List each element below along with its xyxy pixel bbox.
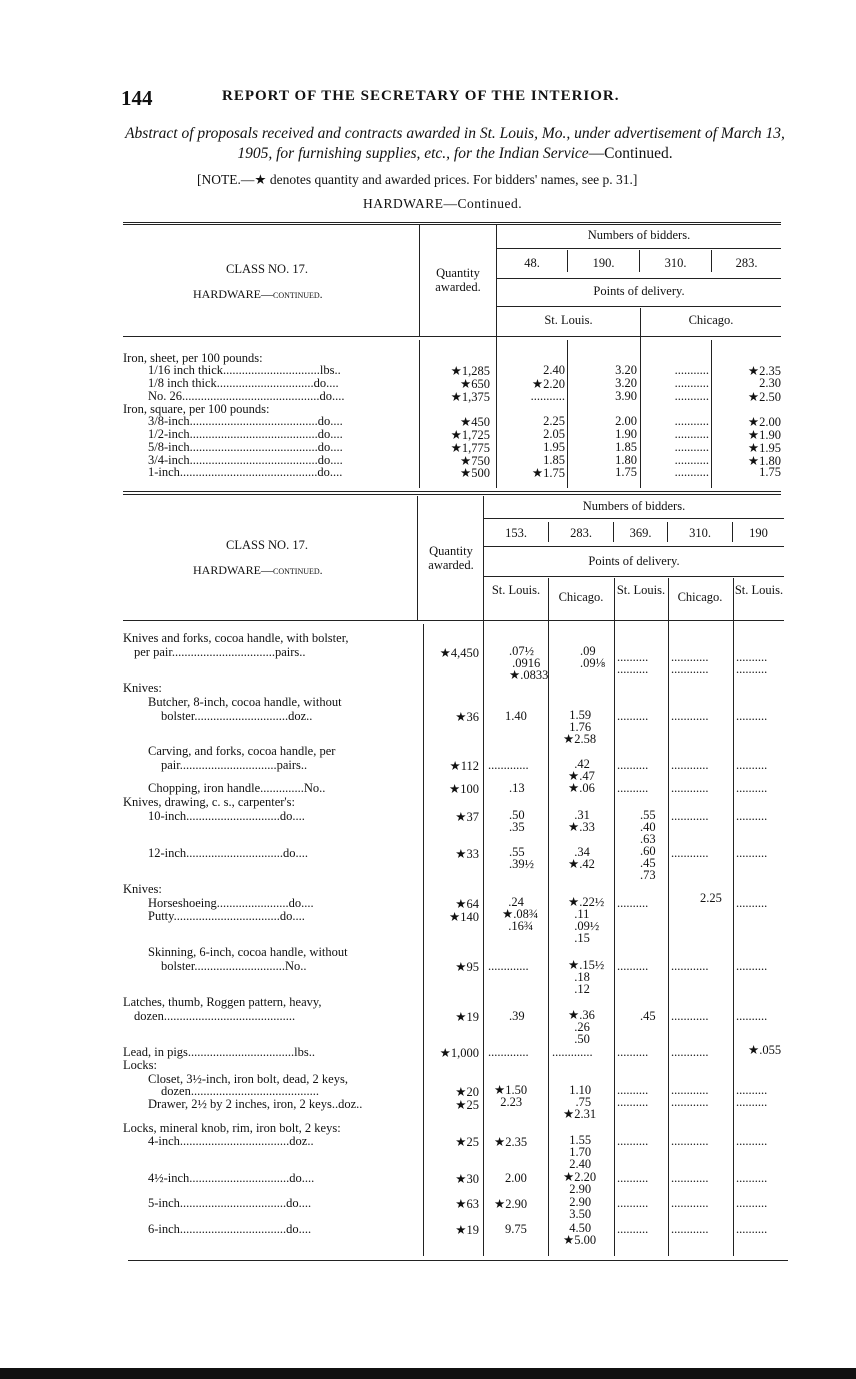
table1-price: 2.25 <box>543 414 565 428</box>
table1-qty: ★650 <box>460 377 490 391</box>
table2-delivery-header: Points of delivery. <box>588 554 680 568</box>
table2-delivery: Chicago. <box>677 590 723 604</box>
dotted-leader: ............ <box>671 1222 709 1236</box>
dotted-leader: .......... <box>617 1134 649 1148</box>
table1-price: 2.00 <box>615 414 637 428</box>
table1-price: 2.40 <box>543 363 565 377</box>
price: 4.50 ★5.00 <box>563 1221 597 1247</box>
price: .09 .09⅛ <box>580 644 605 670</box>
qty: ★36 <box>455 710 479 724</box>
dotted-leader: .......... <box>617 1196 649 1210</box>
table1-price: ........... <box>674 453 709 467</box>
note: [NOTE.—★ denotes quantity and awarded prices. For bidders' names, see p. 31.] <box>197 172 638 187</box>
dotted-leader: .......... <box>617 709 649 723</box>
table1-price: 1.90 <box>615 427 637 441</box>
row-label: 12-inch...............................do.... <box>148 846 309 860</box>
table1-delivery: Chicago. <box>688 313 734 327</box>
dotted-leader: .......... <box>736 896 768 910</box>
qty: ★100 <box>449 782 479 796</box>
row-label: Horseshoeing.......................do.... <box>148 896 314 910</box>
table1-delivery-header: Points of delivery. <box>593 284 685 298</box>
row-label: dozen.......................................... <box>134 1009 296 1023</box>
dotted-leader: ............ <box>671 1009 709 1023</box>
table2-vrule <box>668 578 669 1256</box>
table1-row-label: 1/8 inch thick...............................do.... <box>148 376 339 390</box>
table1-price: ........... <box>674 427 709 441</box>
dotted-leader: ............ <box>671 846 709 860</box>
price: ★2.90 <box>494 1197 528 1211</box>
dotted-leader: .......... <box>736 758 768 772</box>
dotted-leader: .......... <box>736 1134 768 1148</box>
table2-bidder: 190 <box>749 526 768 540</box>
table1-price: ........... <box>674 414 709 428</box>
table1-price: ★2.35 <box>747 364 781 378</box>
table1-price: 3.90 <box>615 389 637 403</box>
price: 2.00 <box>505 1171 527 1185</box>
table1-row-label: 1-inch............................................do.... <box>148 465 343 479</box>
table1-qty: ★1,285 <box>450 364 490 378</box>
table1-price: ★2.50 <box>747 390 781 404</box>
table1-price: ........... <box>674 440 709 454</box>
table1-qty: ★500 <box>460 466 490 480</box>
price: .55 .39½ <box>509 845 534 871</box>
table2-vrule <box>614 578 615 1256</box>
price: 1.10 .75 ★2.31 <box>563 1083 597 1121</box>
row-label: 4-inch...................................doz.. <box>148 1134 314 1148</box>
table1-delivery: St. Louis. <box>544 313 593 327</box>
row-label: bolster..............................doz.. <box>161 709 313 723</box>
qty: ★95 <box>455 960 479 974</box>
row-label: dozen......................................... <box>161 1084 319 1098</box>
qty: ★19 <box>455 1223 479 1237</box>
scan-edge <box>0 1368 856 1379</box>
table1-vrule <box>567 340 568 488</box>
row-label: Closet, 3½-inch, iron bolt, dead, 2 keys, <box>148 1072 348 1086</box>
table1-price: 1.95 <box>543 440 565 454</box>
table1-price: 3.20 <box>615 376 637 390</box>
row-label: Skinning, 6-inch, cocoa handle, without <box>148 945 348 959</box>
table1-price: ........... <box>530 389 565 403</box>
table1-row-label: No. 26............................................do.... <box>148 389 345 403</box>
price: ★.22½ .11 .09½ .15 <box>568 895 605 945</box>
table1-row-label: Iron, sheet, per 100 pounds: <box>123 351 263 365</box>
price: 1.40 <box>505 709 527 723</box>
qty: ★140 <box>449 910 479 924</box>
table1-bottom-rule-2 <box>123 494 781 495</box>
table2-rule <box>484 546 784 547</box>
section-title: HARDWARE—Continued. <box>363 196 523 211</box>
table2-class-sub: HARDWARE—continued. <box>193 563 323 577</box>
dotted-leader: .......... <box>736 1222 768 1236</box>
row-label: Chopping, iron handle..............No.. <box>148 781 326 795</box>
table1-rule <box>497 306 781 307</box>
table1-bidder: 190. <box>592 256 615 270</box>
table1-price: ........... <box>674 363 709 377</box>
table2-vrule <box>733 578 734 1256</box>
table1-qty: ★1,725 <box>450 428 490 442</box>
price: 1.59 1.76 ★2.58 <box>563 708 597 746</box>
table1-header-rule <box>123 336 781 337</box>
table1-vrule <box>640 308 641 488</box>
dotted-leader: ............ <box>671 781 709 795</box>
dotted-leader: ............. <box>488 758 529 772</box>
dotted-leader: .......... <box>617 758 649 772</box>
table1-vrule <box>711 340 712 488</box>
table1-price: 1.85 <box>615 440 637 454</box>
table1-price: 1.75 <box>759 465 781 479</box>
table2-vrule <box>483 496 484 1256</box>
qty: ★37 <box>455 810 479 824</box>
dotted-leader: .......... <box>736 1171 768 1185</box>
table1-price: 2.30 <box>759 376 781 390</box>
table2-quantity-header: Quantity awarded. <box>428 544 474 572</box>
row-label: Knives: <box>123 681 162 695</box>
dotted-leader: .......... <box>617 1171 649 1185</box>
dotted-leader: .......... .......... <box>617 1083 649 1109</box>
price: 2.25 <box>700 891 722 905</box>
dotted-leader: .......... <box>736 781 768 795</box>
table1-top-rule <box>123 222 781 223</box>
price: 9.75 <box>505 1222 527 1236</box>
table1-row-label: 5/8-inch.........................................do.... <box>148 440 343 454</box>
qty: ★1,000 <box>439 1046 479 1060</box>
dotted-leader: .......... .......... <box>736 1083 768 1109</box>
table1-top-rule-2 <box>123 224 781 225</box>
qty: ★30 <box>455 1172 479 1186</box>
price: 2.90 3.50 <box>569 1195 592 1221</box>
row-label: Knives and forks, cocoa handle, with bolster, <box>123 631 349 645</box>
table1-price: ★1.80 <box>747 454 781 468</box>
price: ★.055 <box>748 1043 782 1057</box>
table2-bidder: 153. <box>505 526 527 540</box>
table1-quantity-header: Quantity awarded. <box>435 266 481 294</box>
table2-bidders-header: Numbers of bidders. <box>582 499 686 513</box>
dotted-leader: ............. <box>488 1045 529 1059</box>
table2-delivery: St. Louis. <box>616 583 666 597</box>
table1-price: ........... <box>674 465 709 479</box>
table1-row-label: 3/8-inch.........................................do.... <box>148 414 343 428</box>
table1-class-sub: HARDWARE—continued. <box>193 287 323 301</box>
row-label: pair...............................pairs.. <box>161 758 308 772</box>
row-label: bolster.............................No.. <box>161 959 307 973</box>
row-label: Locks, mineral knob, rim, iron bolt, 2 keys: <box>123 1121 341 1135</box>
qty: ★33 <box>455 847 479 861</box>
price: ★.36 .26 .50 <box>568 1008 595 1046</box>
table1-bottom-rule <box>123 491 781 492</box>
table2-rule <box>484 576 784 577</box>
row-label: Knives, drawing, c. s., carpenter's: <box>123 795 295 809</box>
table2-header-rule <box>123 620 784 621</box>
table1-price: ★2.20 <box>531 377 565 391</box>
price: ★1.50 2.23 <box>494 1083 528 1109</box>
row-label: 4½-inch................................do.... <box>148 1171 315 1185</box>
dotted-leader: .......... <box>617 896 649 910</box>
qty: ★64 <box>455 897 479 911</box>
row-label: 10-inch..............................do.... <box>148 809 305 823</box>
table2-bidder: 310. <box>689 526 711 540</box>
dotted-leader: .......... <box>736 959 768 973</box>
table1-price: ★2.00 <box>747 415 781 429</box>
table2-delivery: St. Louis. <box>491 583 541 597</box>
dotted-leader: ............. <box>552 1045 593 1059</box>
price: ★2.20 2.90 <box>563 1170 597 1196</box>
table1-bidder: 48. <box>524 256 540 270</box>
row-label: Putty..................................do.... <box>148 909 305 923</box>
table1-price: ★1.75 <box>531 466 565 480</box>
row-label: Butcher, 8-inch, cocoa handle, without <box>148 695 342 709</box>
qty: ★19 <box>455 1010 479 1024</box>
price: ★2.35 <box>494 1135 528 1149</box>
abstract-continued: —Continued. <box>588 145 673 162</box>
row-label: 6-inch..................................do.... <box>148 1222 312 1236</box>
table1-qty: ★450 <box>460 415 490 429</box>
table1-rule <box>497 278 781 279</box>
dotted-leader: ............ <box>671 758 709 772</box>
table1-price: 1.85 <box>543 453 565 467</box>
table1-row-label: 3/4-inch.........................................do.... <box>148 453 343 467</box>
price: 1.55 1.70 2.40 <box>569 1133 592 1171</box>
table1-class-label: CLASS NO. 17. <box>226 262 308 276</box>
table2-class-label: CLASS NO. 17. <box>226 538 308 552</box>
row-label: Locks: <box>123 1058 158 1072</box>
table1-price: ★1.95 <box>747 441 781 455</box>
table1-row-label: 1/16 inch thick...............................lbs.. <box>148 363 341 377</box>
price: .13 <box>509 781 525 795</box>
dotted-leader: ............ <box>671 1134 709 1148</box>
table2-delivery: Chicago. <box>558 590 604 604</box>
table2-rule <box>484 518 784 519</box>
qty: ★63 <box>455 1197 479 1211</box>
dotted-leader: ............ <box>671 809 709 823</box>
dotted-leader: .......... <box>736 809 768 823</box>
table1-bidders-header: Numbers of bidders. <box>587 228 691 242</box>
qty: ★112 <box>449 759 479 773</box>
table1-row-label: 1/2-inch.........................................do.... <box>148 427 343 441</box>
table1-qty: ★750 <box>460 454 490 468</box>
table2-bidder: 369. <box>629 526 652 540</box>
table2-bottom-rule <box>128 1260 788 1261</box>
row-label: Knives: <box>123 882 162 896</box>
table1-price: ........... <box>674 376 709 390</box>
dotted-leader: .......... <box>617 959 649 973</box>
dotted-leader: .......... <box>736 1009 768 1023</box>
table1-price: 1.75 <box>615 465 637 479</box>
table1-vrule <box>419 340 420 488</box>
price: .39 <box>509 1009 525 1023</box>
price: .45 <box>640 1009 656 1023</box>
table1-vrule <box>419 224 420 336</box>
table1-bidder: 310. <box>664 256 687 270</box>
dotted-leader: ............ <box>671 1045 709 1059</box>
row-label: Drawer, 2½ by 2 inches, iron, 2 keys..doz.. <box>148 1097 363 1111</box>
table1-rule <box>497 248 781 249</box>
price: .42 ★.47 ★.06 <box>568 757 595 795</box>
page-number: 144 <box>121 86 153 110</box>
dotted-leader: .......... <box>617 1045 649 1059</box>
dotted-leader: ............ ............ <box>671 650 709 676</box>
table1-price: 2.05 <box>543 427 565 441</box>
dotted-leader: .......... <box>736 846 768 860</box>
row-label: Latches, thumb, Roggen pattern, heavy, <box>123 995 322 1009</box>
dotted-leader: .......... <box>736 1196 768 1210</box>
row-label: 5-inch..................................do.... <box>148 1196 312 1210</box>
qty: ★20 <box>455 1085 479 1099</box>
abstract-title <box>120 124 790 164</box>
dotted-leader: .......... <box>617 781 649 795</box>
dotted-leader: ............ <box>671 959 709 973</box>
dotted-leader: ............ ............ <box>671 1083 709 1109</box>
qty: ★25 <box>455 1135 479 1149</box>
table1-price: 1.80 <box>615 453 637 467</box>
dotted-leader: ............ <box>671 709 709 723</box>
dotted-leader: .......... <box>617 1222 649 1236</box>
price: .34 ★.42 <box>568 845 595 871</box>
running-head: REPORT OF THE SECRETARY OF THE INTERIOR. <box>222 88 620 104</box>
table2-vrule <box>417 496 418 620</box>
table1-row-label: Iron, square, per 100 pounds: <box>123 402 270 416</box>
table1-price: ★1.90 <box>747 428 781 442</box>
row-label: Lead, in pigs..................................lbs.. <box>123 1045 316 1059</box>
qty: ★4,450 <box>439 646 479 660</box>
row-label: Carving, and forks, cocoa handle, per <box>148 744 336 758</box>
qty: ★25 <box>455 1098 479 1112</box>
table2-delivery: St. Louis. <box>734 583 784 597</box>
price: ★.15½ .18 .12 <box>568 958 605 996</box>
dotted-leader: ............ <box>671 1196 709 1210</box>
price: .55 .40 .63 .60 .45 .73 <box>640 808 656 882</box>
table1-price: ........... <box>674 389 709 403</box>
dotted-leader: .......... .......... <box>617 650 649 676</box>
table1-qty: ★1,775 <box>450 441 490 455</box>
table1-qty: ★1,375 <box>450 390 490 404</box>
dotted-leader: ............. <box>488 959 529 973</box>
table2-bidder: 283. <box>570 526 592 540</box>
price: .24 ★.08¾ .16¾ <box>502 895 539 933</box>
dotted-leader: ............ <box>671 1171 709 1185</box>
table1-price: 3.20 <box>615 363 637 377</box>
dotted-leader: .......... .......... <box>736 650 768 676</box>
price: .07½ .0916 ★.0833 <box>509 644 549 682</box>
dotted-leader: .......... <box>736 709 768 723</box>
row-label: per pair.................................pairs.. <box>134 645 306 659</box>
abstract-title-text: Abstract of proposals received and contracts awarded in St. Louis, Mo., under advertisement of March 13, 1905, for furnishing supplies, etc., for the Indian Service <box>125 125 785 162</box>
price: .31 ★.33 <box>568 808 595 834</box>
table1-bidder: 283. <box>735 256 758 270</box>
price: .50 .35 <box>509 808 525 834</box>
